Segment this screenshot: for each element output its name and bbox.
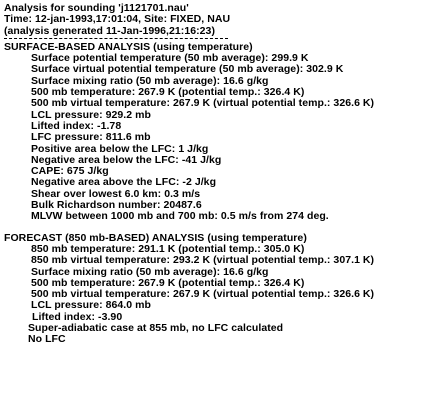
surface-line: CAPE: 675 J/kg [31,165,109,178]
report-title: Analysis for sounding 'j1121701.nau' [4,2,189,14]
forecast-section-heading: FORECAST (850 mb-BASED) ANALYSIS (using temperature) [4,231,307,244]
surface-line: Surface mixing ratio (50 mb average): 16.6 g/kg [31,74,269,87]
surface-line: Negative area above the LFC: -2 J/kg [31,176,217,189]
forecast-note: No LFC [28,333,66,346]
forecast-line: 500 mb temperature: 267.9 K (potential temp.: 326.4 K) [31,276,305,289]
forecast-note: Super-adiabatic case at 855 mb, no LFC calculated [28,322,284,335]
surface-line: Surface virtual potential temperature (50 mb average): 302.9 K [31,63,344,76]
surface-line: MLVW between 1000 mb and 700 mb: 0.5 m/s from 274 deg. [31,210,329,223]
forecast-line: 500 mb virtual temperature: 267.9 K (virtual potential temp.: 326.6 K) [31,288,375,301]
surface-section-heading: SURFACE-BASED ANALYSIS (using temperature) [4,40,253,53]
surface-line: Lifted index: -1.78 [31,119,122,132]
forecast-line: Lifted index: -3.90 [32,310,123,323]
surface-line: 500 mb temperature: 267.9 K (potential temp.: 326.4 K) [31,86,305,99]
surface-line: Positive area below the LFC: 1 J/kg [31,142,209,155]
surface-line: Bulk Richardson number: 20487.6 [31,199,202,212]
surface-line: LFC pressure: 811.6 mb [31,131,151,144]
surface-line: Shear over lowest 6.0 km: 0.3 m/s [31,187,201,200]
forecast-line: Surface mixing ratio (50 mb average): 16.6 g/kg [31,265,269,278]
report-time: Time: 12-jan-1993,17:01:04, Site: FIXED, NAU [4,13,231,26]
surface-line: LCL pressure: 929.2 mb [31,108,151,121]
forecast-line: LCL pressure: 864.0 mb [31,299,151,312]
surface-line: 500 mb virtual temperature: 267.9 K (virtual potential temp.: 326.6 K) [31,97,375,110]
surface-line: Negative area below the LFC: -41 J/kg [31,153,222,166]
surface-line: Surface potential temperature (50 mb average): 299.9 K [31,52,309,65]
header-divider [4,38,228,40]
forecast-line: 850 mb virtual temperature: 293.2 K (virtual potential temp.: 307.1 K) [31,254,375,267]
forecast-line: 850 mb temperature: 291.1 K (potential temp.: 305.0 K) [31,242,305,255]
report-generated: (analysis generated 11-Jan-1996,21:16:23) [4,24,215,37]
